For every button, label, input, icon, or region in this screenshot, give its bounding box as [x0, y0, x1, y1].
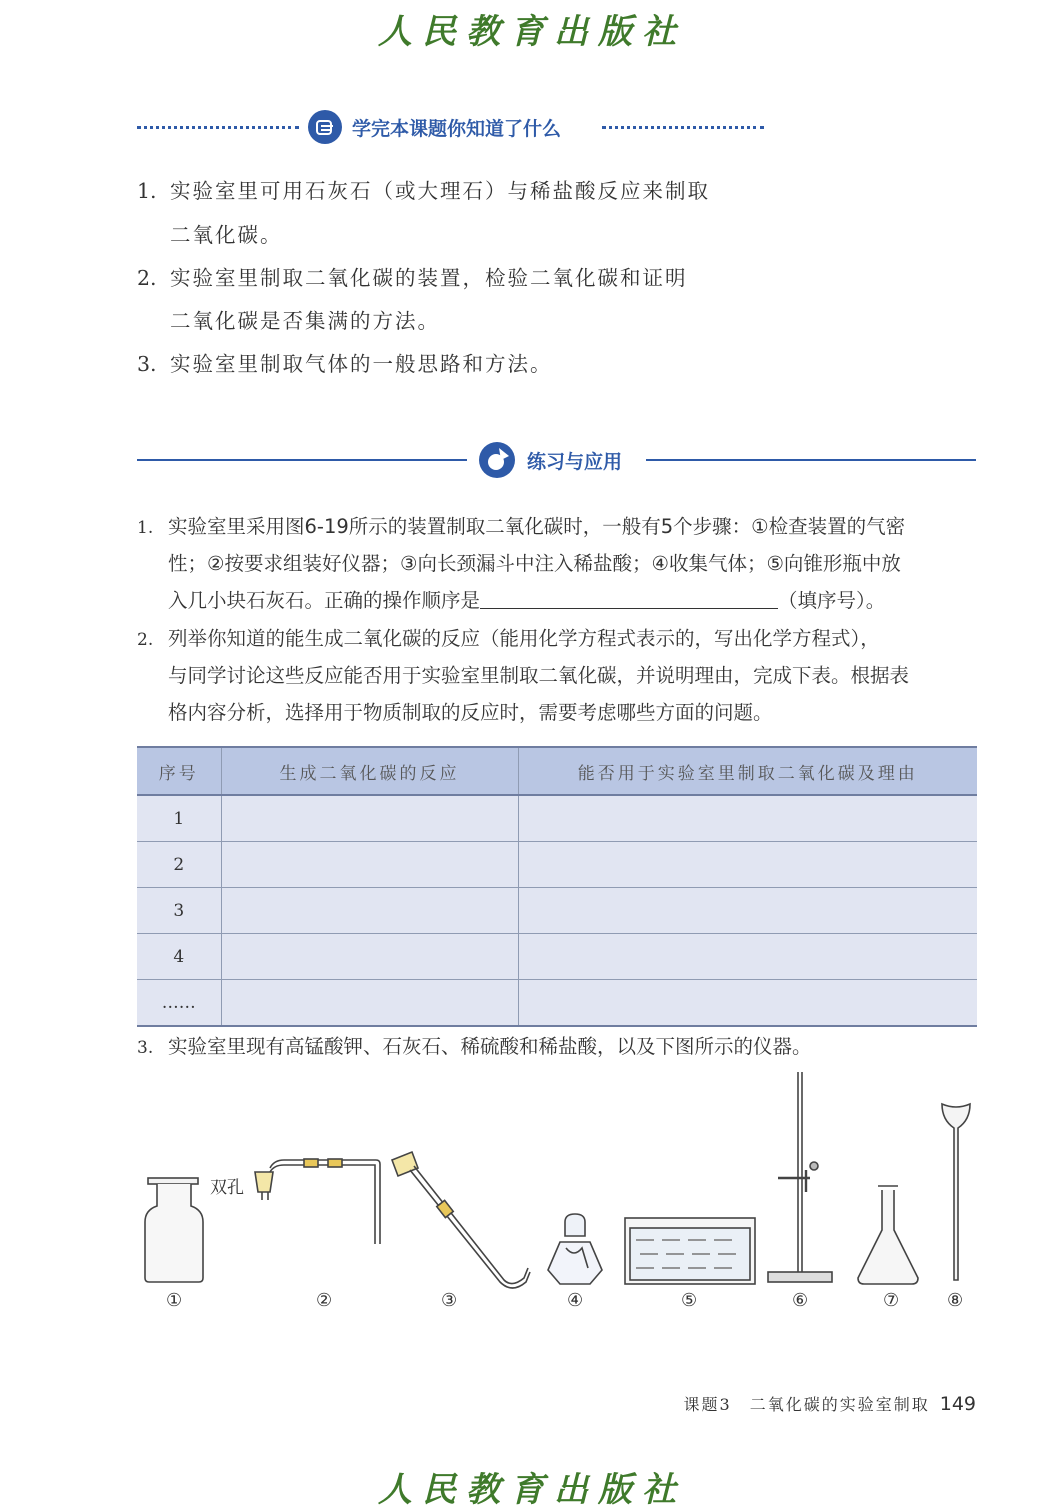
- apparatus-label-4: ④: [567, 1290, 584, 1311]
- row-number: 4: [137, 934, 221, 980]
- table-row: [137, 842, 977, 888]
- footer-topic: 课题3 二氧化碳的实验室制取: [683, 1395, 930, 1414]
- reaction-cell[interactable]: [221, 934, 518, 980]
- hand-icon: [308, 110, 342, 144]
- table-header: 能否用于实验室里制取二氧化碳及理由: [518, 747, 977, 795]
- question-2-line2: 与同学讨论这些反应能否用于实验室里制取二氧化碳，并说明理由，完成下表。根据表: [168, 664, 910, 687]
- reaction-cell[interactable]: [221, 980, 518, 1027]
- bent-tube-icon: [392, 1152, 530, 1288]
- reaction-cell[interactable]: [221, 888, 518, 934]
- iron-stand-icon: [768, 1072, 832, 1282]
- question-1: 1. 实验室里采用图6-19所示的装置制取二氧化碳时，一般有5个步骤：①检查装置的气密: [137, 515, 906, 538]
- apparatus-figure: [0, 1060, 1064, 1290]
- summary-divider-left: [137, 126, 299, 129]
- apparatus-label-3: ③: [441, 1290, 458, 1311]
- practice-divider-left: [137, 459, 467, 461]
- question-1-line2: 性；②按要求组装好仪器；③向长颈漏斗中注入稀盐酸；④收集气体；⑤向锥形瓶中放: [168, 552, 901, 575]
- summary-item-1: 1. 实验室里可用石灰石（或大理石）与稀盐酸反应来制取: [137, 179, 710, 203]
- summary-item-3: 3. 实验室里制取气体的一般思路和方法。: [137, 352, 553, 376]
- row-number: 1: [137, 795, 221, 842]
- reason-cell[interactable]: [518, 934, 977, 980]
- reaction-cell[interactable]: [221, 842, 518, 888]
- apparatus-label-7: ⑦: [883, 1290, 900, 1311]
- apparatus-label-8: ⑧: [947, 1290, 964, 1311]
- apparatus-label-6: ⑥: [792, 1290, 809, 1311]
- summary-item-2: 2. 实验室里制取二氧化碳的装置，检验二氧化碳和证明: [137, 266, 688, 290]
- reason-cell[interactable]: [518, 980, 977, 1027]
- table-row: [137, 934, 977, 980]
- practice-divider-right: [646, 459, 976, 461]
- alcohol-lamp-icon: [548, 1214, 602, 1284]
- summary-title: 学完本课题你知道了什么: [352, 118, 562, 140]
- question-1-line3: 入几小块石灰石。正确的操作顺序是 （填序号）。: [168, 589, 886, 612]
- table-header: 生成二氧化碳的反应: [221, 747, 518, 795]
- water-trough-icon: [625, 1218, 755, 1284]
- answer-blank[interactable]: [480, 588, 778, 609]
- apparatus-label-2: ②: [316, 1290, 333, 1311]
- summary-divider-right: [602, 126, 764, 129]
- stopper-label: 双孔: [210, 1178, 244, 1198]
- reaction-table: [137, 746, 977, 1027]
- question-3: 3. 实验室里现有高锰酸钾、石灰石、稀硫酸和稀盐酸，以及下图所示的仪器。: [137, 1035, 812, 1058]
- stopper-tube-icon: [255, 1159, 380, 1244]
- reaction-cell[interactable]: [221, 795, 518, 842]
- table-row: [137, 888, 977, 934]
- question-2: 2. 列举你知道的能生成二氧化碳的反应（能用化学方程式表示的，写出化学方程式），: [137, 627, 880, 650]
- reason-cell[interactable]: [518, 888, 977, 934]
- apparatus-label-1: ①: [166, 1290, 183, 1311]
- page-footer: [684, 1392, 976, 1415]
- row-number: 2: [137, 842, 221, 888]
- table-row: [137, 795, 977, 842]
- practice-title: 练习与应用: [527, 451, 623, 473]
- row-number: ……: [137, 980, 221, 1027]
- apparatus-label-5: ⑤: [681, 1290, 698, 1311]
- reason-cell[interactable]: [518, 842, 977, 888]
- publisher-header: 人民教育出版社: [378, 12, 686, 52]
- publisher-footer: 人民教育出版社: [378, 1470, 686, 1510]
- summary-item-1-cont: 二氧化碳。: [170, 223, 283, 247]
- table-header: 序号: [137, 747, 221, 795]
- table-row: [137, 980, 977, 1027]
- page-number: 149: [939, 1393, 976, 1415]
- practice-icon: [479, 442, 515, 478]
- long-funnel-icon: [942, 1104, 970, 1280]
- gas-bottle-icon: [145, 1178, 203, 1282]
- question-2-line3: 格内容分析，选择用于物质制取的反应时，需要考虑哪些方面的问题。: [168, 701, 773, 724]
- reason-cell[interactable]: [518, 795, 977, 842]
- conical-flask-icon: [858, 1186, 918, 1284]
- summary-item-2-cont: 二氧化碳是否集满的方法。: [170, 309, 440, 333]
- row-number: 3: [137, 888, 221, 934]
